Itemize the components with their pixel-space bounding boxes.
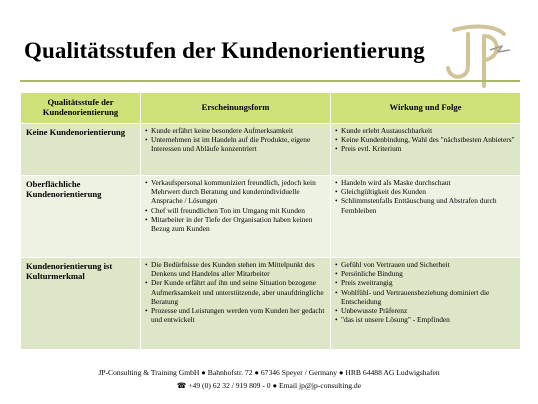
title-divider: [20, 80, 520, 82]
list-item: • Wohlfühl- und Vertrauensbeziehung dominiert die Entscheidung: [335, 288, 516, 306]
column-header-effect: Wirkung und Folge: [331, 93, 521, 124]
quality-levels-table: [20, 92, 521, 350]
list-item: • Kunde erfährt keine besondere Aufmerksamkeit: [145, 126, 326, 135]
list-item: • Persönliche Bindung: [335, 269, 516, 278]
column-header-stage: Qualitätsstufe der Kundenorientierung: [21, 93, 141, 124]
footer-company-line: JP-Consulting & Training GmbH ● Bahnhofstr. 72 ● 67346 Speyer / Germany ● HRB 64488 AG Ludwigshafen: [98, 368, 440, 377]
list-item: • Keine Kundenbindung, Wahl des "nächstbesten Anbieters": [335, 135, 516, 144]
table-row: [21, 176, 521, 258]
stage-cell: Keine Kundenorientierung: [21, 124, 141, 176]
stage-cell: Kundenorientierung ist Kulturmerkmal: [21, 258, 141, 350]
page-title: Qualitätsstufen der Kundenorientierung: [24, 38, 425, 63]
effect-cell: [331, 124, 521, 176]
table-header-row: [21, 93, 521, 124]
list-item: • Mitarbeiter in der Tiefe der Organisation haben keinen Bezug zum Kunden: [145, 215, 326, 233]
list-item: • Die Bedürfnisse des Kunden stehen im Mittelpunkt des Denkens und Handelns aller Mitarbeiter: [145, 260, 326, 278]
list-item: • Unternehmen ist im Handeln auf die Produkte, eigene Interessen und Abläufe konzentriert: [145, 135, 326, 153]
form-cell: [141, 124, 331, 176]
list-item: • Gleichgültigkeit des Kunden: [335, 187, 516, 196]
effect-cell: [331, 176, 521, 258]
form-cell: [141, 176, 331, 258]
list-item: • Chef will freundlichen Ton im Umgang mit Kunden: [145, 206, 326, 215]
list-item: • Der Kunde erfährt auf ihn und seine Situation bezogene Aufmerksamkeit und unterstützende, aber unaufdringliche Beratung: [145, 278, 326, 306]
list-item: • Preis evtl. Kriterium: [335, 144, 516, 153]
footer-contact-line: ☎ +49 (0) 62 32 / 919 809 - 0 ● Email jp@jp-consulting.de: [176, 381, 362, 390]
table-row: [21, 258, 521, 350]
stage-cell: Oberflächliche Kundenorientierung: [21, 176, 141, 258]
effect-cell: [331, 258, 521, 350]
list-item: • Kunde erlebt Austauschbarkeit: [335, 126, 516, 135]
list-item: • Verkaufspersonal kommuniziert freundlich, jedoch kein Mehrwert durch Beratung und kundenindividuelle Ansprache / Lösungen: [145, 178, 326, 206]
list-item: • Handeln wird als Maske durchschaut: [335, 178, 516, 187]
list-item: • Unbewusste Präferenz: [335, 306, 516, 315]
list-item: • Gefühl von Vertrauen und Sicherheit: [335, 260, 516, 269]
table-row: [21, 124, 521, 176]
list-item: • Prozesse und Leistungen werden vom Kunden her gedacht und entwickelt: [145, 306, 326, 324]
form-cell: [141, 258, 331, 350]
list-item: • "das ist unsere Lösung" - Empfinden: [335, 315, 516, 324]
list-item: • Schlimmstenfalls Enttäuschung und Abstrafen durch Fernbleiben: [335, 196, 516, 214]
list-item: • Preis zweitrangig: [335, 278, 516, 287]
column-header-form: Erscheinungsform: [141, 93, 331, 124]
